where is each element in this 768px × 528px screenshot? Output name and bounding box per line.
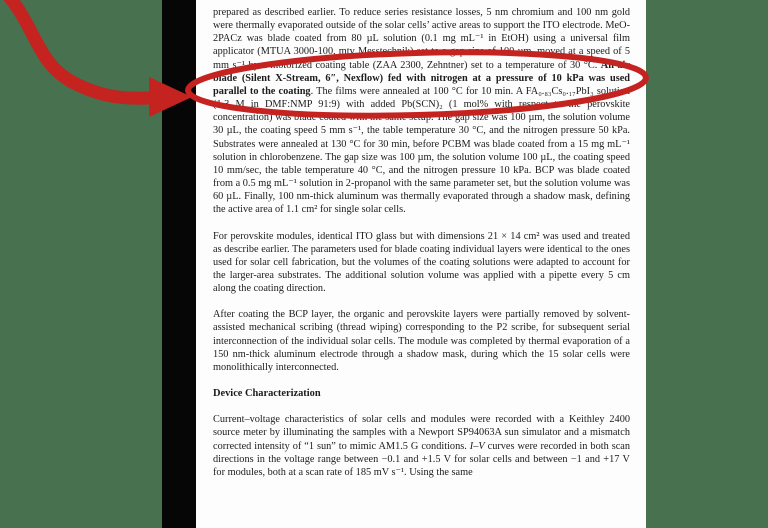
iv-curves-italic: I–V <box>469 440 485 452</box>
paragraph-characterization <box>213 413 630 479</box>
arrow-annotation-shaft <box>0 0 152 98</box>
characterization-text-start: Current–voltage characteristics of solar cells and modules were recorded with a Keithley 2400 source meter by illuminating the samples with a Newport SP94063A sun simulator and a mismatch corrected intensity of “1 sun” to mimic AM1.5 G conditions. <box>213 414 630 452</box>
paragraph-cell-fabrication <box>213 6 630 217</box>
page-left-shadow <box>162 0 196 528</box>
paragraph-scribing: After coating the BCP layer, the organic and perovskite layers were partially removed by solvent-assisted mechanical scribing (thread wiping) corresponding to the P2 scribe, for subsequent serial interconnection of the individual solar cells. The module was completed by thermal evaporation of a 150 nm-thick aluminum electrode through a shadow mask, during which the 15 solar cells were monolithically interconnected. <box>213 309 630 373</box>
fabrication-text-start: prepared as described earlier. To reduce series resistance losses, 5 nm chromium and 100 nm gold were thermally evaporated outside of the solar cells’ active areas to support the ITO electrode. MeO-2PACz was blade coated from 80 µL solution (0.1 mg mL⁻¹ in EtOH) using a universal film applicator (MTUA 3000-100, mtv Messtechnik) set to a gap size of 100 µm, moved at a speed of 5 mm s⁻¹ by a motorized coating table (ZAA 2300, Zehntner) set to a temperature of 30 °C. <box>213 7 630 71</box>
document-page <box>196 0 646 528</box>
fabrication-text-end: . The films were annealed at 100 °C for 10 min. A FA₀.₈₃Cs₀.₁₇PbI₃ solution (1.3 M in DMF:NMP 91:9) with added Pb(SCN)₂ (1 mol% with respect to the perovskite concentration) was blade coated with the same setup. The gap size was 100 µm, the solution volume 30 µL, the coating speed 5 mm s⁻¹, the table temperature 30 °C, and the nitrogen pressure 50 kPa. Substrates were annealed at 130 °C for 30 min, before PCBM was blade coated from a 15 mg mL⁻¹ solution in chlorobenzene. The gap size was 100 µm, the solution volume 100 µL, the coating speed 10 mm/sec, the table temperature 40 °C, and the nitrogen pressure 10 kPa. BCP was blade coated from a 0.5 mg mL⁻¹ solution in 2-propanol with the same parameter set, but the solution volume was 60 µL. Finally, 100 nm-thick aluminum was thermally evaporated through a shadow mask, defining the active area of 1.1 cm² for single solar cells. <box>213 85 631 216</box>
characterization-text-end: curves were recorded in both scan directions in the voltage range between −0.1 and +1.5 V for solar cells and between −1 and +17 V for modules, both at a scan rate of 185 mV s⁻¹. Using the same <box>213 440 630 478</box>
paragraph-module-fabrication: For perovskite modules, identical ITO glass but with dimensions 21 × 14 cm² was used and treated as describe earlier. The parameters used for blade coating individual layers were identical to the ones used for solar cell fabrication, but the volumes of the coating solutions were adapted to account for the larger-area substrates. The additional solution volume was applied with a pipette every 5 cm along the coating direction. <box>213 230 630 295</box>
highlighted-sentence: An air blade (Silent X-Stream, 6″, Nexflow) fed with nitrogen at a pressure of 10 kPa was used parallel to the coating <box>213 59 630 97</box>
section-heading: Device Characterization <box>213 388 321 400</box>
